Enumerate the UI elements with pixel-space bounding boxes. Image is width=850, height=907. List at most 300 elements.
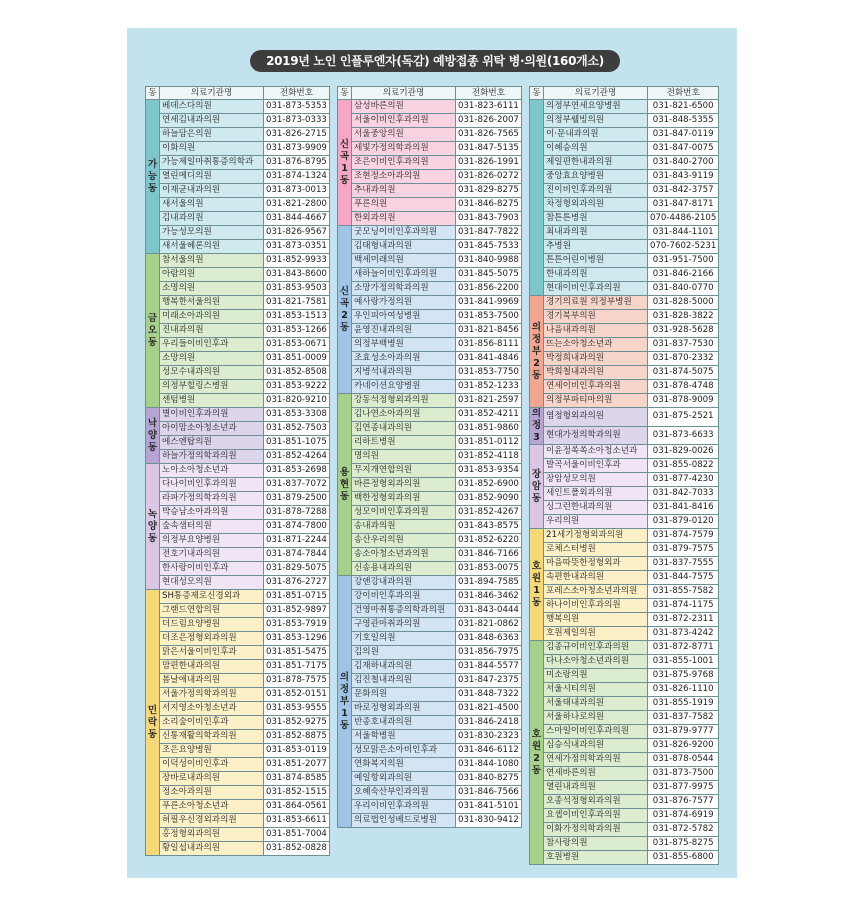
table-row [146,268,330,282]
table-row [338,646,522,660]
clinic-phone: 031-846-8275 [456,198,522,212]
clinic-phone: 031-853-1296 [264,632,330,646]
table-row [338,212,522,226]
clinic-phone: 031-870-2332 [648,352,719,366]
table-row [146,198,330,212]
table-row [338,156,522,170]
clinic-name: 열린메디의원 [160,170,264,184]
clinic-phone: 031-826-2007 [456,114,522,128]
table-row [338,268,522,282]
table-row [146,464,330,478]
clinic-phone: 031-855-1001 [648,655,719,669]
clinic-name: 우인피아여성병원 [352,310,456,324]
clinic-name: 센텀병원 [160,394,264,408]
clinic-name: 에스엔탑의원 [160,436,264,450]
table-row [530,324,719,338]
clinic-name: 카네이션요양병원 [352,380,456,394]
table-row [530,212,719,226]
clinic-name: 송소아청소년과의원 [352,548,456,562]
clinic-phone: 031-846-3462 [456,590,522,604]
clinic-phone: 031-875-9768 [648,669,719,683]
clinic-name: 다나소아청소년과의원 [544,655,648,669]
table-row [530,445,719,459]
clinic-phone: 031-821-8456 [456,324,522,338]
clinic-name: 경기의료원 의정부병원 [544,296,648,310]
clinic-name: 이윤정쏙쏙소아청소년과 [544,445,648,459]
clinic-phone: 031-851-0112 [456,436,522,450]
clinic-name: 현대이비인후과의원 [544,282,648,296]
table-row [338,492,522,506]
clinic-name: 허필우신경외과의원 [160,814,264,828]
table-row [338,450,522,464]
clinic-phone: 031-826-1110 [648,683,719,697]
dong-label: 녹양동 [146,464,160,590]
clinic-phone: 031-852-8875 [264,730,330,744]
clinic-name: 장바로내과의원 [160,772,264,786]
clinic-phone: 031-851-9860 [456,422,522,436]
clinic-phone: 031-852-9933 [264,254,330,268]
clinic-name: 속편한내과의원 [544,571,648,585]
clinic-phone: 031-847-2375 [456,674,522,688]
clinic-phone: 031-828-5000 [648,296,719,310]
clinic-phone: 031-846-2166 [648,268,719,282]
clinic-name: 라파가정의학과의원 [160,492,264,506]
clinic-phone: 031-894-7585 [456,576,522,590]
clinic-phone: 031-826-7565 [456,128,522,142]
table-row [146,576,330,590]
clinic-name: 호원제일의원 [544,627,648,641]
clinic-phone: 031-874-8585 [264,772,330,786]
table-row [530,296,719,310]
table-row [146,562,330,576]
table-row [338,604,522,618]
clinic-phone: 031-853-9555 [264,702,330,716]
clinic-name: 미소랑의원 [544,669,648,683]
clinic-phone: 031-877-9975 [648,781,719,795]
clinic-phone: 031-848-7322 [456,688,522,702]
table-row [338,744,522,758]
table-row [146,674,330,688]
clinic-name: 반종호내과의원 [352,716,456,730]
clinic-phone: 031-879-0120 [648,515,719,529]
table-row [530,613,719,627]
clinic-phone: 031-847-0119 [648,128,719,142]
clinic-name: 오종석정형외과의원 [544,795,648,809]
clinic-name: 서울이비인후과의원 [352,114,456,128]
clinic-phone: 070-7602-5231 [648,240,719,254]
clinic-name: 다나이비인후과의원 [160,478,264,492]
clinic-name: 중앙효요양병원 [544,170,648,184]
clinic-phone: 031-837-7072 [264,478,330,492]
table-row [530,557,719,571]
clinic-phone: 031-841-8416 [648,501,719,515]
table-row [338,758,522,772]
dong-label: 신곡1동 [338,100,352,226]
table-row [146,730,330,744]
table-row [530,529,719,543]
clinic-phone: 031-829-8275 [456,184,522,198]
clinic-name: 오혜숙산부인과의원 [352,786,456,800]
clinic-phone: 031-826-0272 [456,170,522,184]
clinic-name: 연세이비인후과의원 [544,380,648,394]
clinic-name: 연화복지의원 [352,758,456,772]
clinic-phone: 031-873-0333 [264,114,330,128]
clinic-name: 이화가정의학과의원 [544,823,648,837]
clinic-name: 우리이비인후과의원 [352,800,456,814]
clinic-name: 의정부파티마의원 [544,394,648,408]
clinic-name: 한외과의원 [352,212,456,226]
clinic-name: 마음따뜻한정형외과 [544,557,648,571]
clinic-phone: 031-852-8508 [264,366,330,380]
clinic-name: 노아소아청소년과 [160,464,264,478]
table-row [146,282,330,296]
clinic-name: 김나연소아과의원 [352,408,456,422]
clinic-name: 로체스터병원 [544,543,648,557]
clinic-phone: 031-843-0444 [456,604,522,618]
clinic-name: 맑은서울이비인후과 [160,646,264,660]
table-row [146,436,330,450]
clinic-phone: 031-875-8275 [648,837,719,851]
clinic-phone: 031-830-2323 [456,730,522,744]
clinic-name: 더조은정형외과의원 [160,632,264,646]
clinic-name: 이·문내과의원 [544,128,648,142]
clinic-phone: 031-842-7033 [648,487,719,501]
clinic-phone: 031-846-6112 [456,744,522,758]
table-row [338,394,522,408]
clinic-name: 의정부요양병원 [160,534,264,548]
table-row [338,590,522,604]
clinic-name: 윤영진내과의원 [352,324,456,338]
table-row [530,184,719,198]
clinic-name: 스마일이비인후과의원 [544,725,648,739]
clinic-name: 바른정형외과의원 [352,478,456,492]
clinic-phone: 031-852-6900 [456,478,522,492]
phone-header: 전화번호 [648,87,719,100]
table-row [146,128,330,142]
table-row [338,296,522,310]
table-row [338,408,522,422]
clinic-name: 맘편한내과의원 [160,660,264,674]
clinic-name: 경기북부의원 [544,310,648,324]
clinic-phone: 031-841-9969 [456,296,522,310]
table-row [530,627,719,641]
clinic-phone: 031-851-1075 [264,436,330,450]
clinic-name: 심승식내과의원 [544,739,648,753]
clinic-phone: 031-851-7004 [264,828,330,842]
dong-header: 동 [530,87,544,100]
clinic-name: 세빛가정의학과의원 [352,142,456,156]
table-row [530,282,719,296]
clinic-phone: 031-877-4230 [648,473,719,487]
clinic-phone: 031-829-5075 [264,562,330,576]
clinic-phone: 031-847-7822 [456,226,522,240]
clinic-name: 성모수내과의원 [160,366,264,380]
clinic-phone: 031-855-6800 [648,851,719,865]
table-row [530,501,719,515]
table-row [146,506,330,520]
clinic-phone: 031-876-7577 [648,795,719,809]
table-row [530,338,719,352]
clinic-name: 열린내과의원 [544,781,648,795]
clinic-phone: 031-840-0770 [648,282,719,296]
table-row [146,842,330,856]
table-row [146,604,330,618]
table-row [530,170,719,184]
dong-label: 의정부2동 [530,296,544,408]
clinic-phone: 031-852-1233 [456,380,522,394]
clinic-phone: 031-878-4748 [648,380,719,394]
clinic-name: 새서울의원 [160,198,264,212]
clinic-phone: 031-879-9777 [648,725,719,739]
clinic-phone: 031-841-5101 [456,800,522,814]
table-row [146,772,330,786]
clinic-name: 굿모닝이비인후과의원 [352,226,456,240]
clinic-phone: 031-874-7800 [264,520,330,534]
clinic-name: 서울중앙의원 [352,128,456,142]
table-row [338,464,522,478]
table-row [338,576,522,590]
table-row [338,114,522,128]
clinic-name: 그랜드연합의원 [160,604,264,618]
clinic-name: 정소아과의원 [160,786,264,800]
clinic-name: 더드림요양병원 [160,618,264,632]
table-row [338,772,522,786]
clinic-name: 백한정형외과의원 [352,492,456,506]
table-row [530,473,719,487]
clinic-phone: 031-852-9275 [264,716,330,730]
clinic-name: 나음내과의원 [544,324,648,338]
clinic-phone: 031-846-7166 [456,548,522,562]
clinic-phone: 031-851-7175 [264,660,330,674]
table-row [338,338,522,352]
table-row [338,436,522,450]
clinic-phone: 031-871-2244 [264,534,330,548]
clinic-phone: 031-852-4267 [456,506,522,520]
clinic-name: 하늘가정의학과의원 [160,450,264,464]
clinic-phone: 031-874-7579 [648,529,719,543]
clinic-name: 김재하내과의원 [352,660,456,674]
table-row [146,814,330,828]
clinic-phone: 031-878-9009 [648,394,719,408]
dong-label: 의정3 [530,408,544,445]
clinic-phone: 031-852-1515 [264,786,330,800]
clinic-phone: 031-872-2311 [648,613,719,627]
clinic-name: 새서울헤론의원 [160,240,264,254]
clinic-phone: 031-847-0075 [648,142,719,156]
clinic-phone: 031-951-7500 [648,254,719,268]
table-row [338,660,522,674]
clinic-name: 봄날애내과의원 [160,674,264,688]
table-row [338,688,522,702]
table-row [530,380,719,394]
clinic-name: 서울가정의학과의원 [160,688,264,702]
phone-header: 전화번호 [456,87,522,100]
clinic-phone: 031-852-4118 [456,450,522,464]
table-row [338,548,522,562]
clinic-name: 의료법인성베드로병원 [352,814,456,828]
table-row [338,674,522,688]
clinic-phone: 031-821-2597 [456,394,522,408]
clinic-name: 참사랑의원 [544,837,648,851]
clinic-table-middle [337,86,522,828]
table-row [338,240,522,254]
table-row [530,142,719,156]
clinic-phone: 031-853-6611 [264,814,330,828]
table-row [146,408,330,422]
clinic-name: 이재균내과의원 [160,184,264,198]
table-row [338,282,522,296]
table-row [146,324,330,338]
table-row [338,632,522,646]
clinic-name: 백세미래의원 [352,254,456,268]
clinic-name: 미래소아과의원 [160,310,264,324]
clinic-phone: 031-876-8795 [264,156,330,170]
table-row [338,226,522,240]
table-row [530,571,719,585]
clinic-name: 강동석정형외과의원 [352,394,456,408]
table-header-row [530,87,719,100]
clinic-name: 전호기내과의원 [160,548,264,562]
table-row [146,254,330,268]
clinic-name: 진내과의원 [160,324,264,338]
clinic-phone: 031-821-6500 [648,100,719,114]
table-row [530,599,719,613]
dong-label: 의정부1동 [338,576,352,828]
clinic-phone: 031-829-0026 [648,445,719,459]
table-row [146,660,330,674]
dong-header: 동 [146,87,160,100]
dong-label: 용현동 [338,394,352,576]
clinic-name: 기호일의원 [352,632,456,646]
table-row [338,716,522,730]
clinic-phone: 031-879-7575 [648,543,719,557]
clinic-name: 아람의원 [160,268,264,282]
clinic-phone: 031-853-3308 [264,408,330,422]
table-row [146,534,330,548]
clinic-phone: 031-855-0822 [648,459,719,473]
clinic-phone: 031-821-2800 [264,198,330,212]
table-row [146,646,330,660]
clinic-name: 푸른의원 [352,198,456,212]
clinic-phone: 031-826-9567 [264,226,330,240]
table-row [146,450,330,464]
clinic-name: 강앤강내과의원 [352,576,456,590]
clinic-name: 무지개연합의원 [352,464,456,478]
clinic-name: 예사랑가정의원 [352,296,456,310]
clinic-name: 송산우리의원 [352,534,456,548]
clinic-phone: 031-846-7566 [456,786,522,800]
clinic-phone: 031-853-9222 [264,380,330,394]
clinic-phone: 031-872-8771 [648,641,719,655]
clinic-name: 박정희내과의원 [544,352,648,366]
clinic-name: 서울하나로의원 [544,711,648,725]
clinic-phone: 031-848-6363 [456,632,522,646]
dong-label: 신곡2동 [338,226,352,394]
clinic-name: 송내과의원 [352,520,456,534]
clinic-phone: 031-828-3822 [648,310,719,324]
clinic-name: 우리의원 [544,515,648,529]
table-row [146,380,330,394]
table-row [338,702,522,716]
clinic-phone: 031-826-9200 [648,739,719,753]
dong-label: 호원2동 [530,641,544,865]
table-row [530,426,719,445]
clinic-phone: 031-820-9210 [264,394,330,408]
table-row [530,240,719,254]
clinic-phone: 031-844-1101 [648,226,719,240]
clinic-phone: 031-821-4500 [456,702,522,716]
table-header-row [338,87,522,100]
clinic-name: 리하트병원 [352,436,456,450]
clinic-name: 서울학병원 [352,730,456,744]
table-row [338,478,522,492]
clinic-name: 소명의원 [160,282,264,296]
table-row [338,324,522,338]
table-row [338,534,522,548]
clinic-phone: 031-873-7500 [648,767,719,781]
clinic-name: 김내과의원 [160,212,264,226]
clinic-name: 서지영소아청소년과 [160,702,264,716]
table-row [146,100,330,114]
clinic-phone: 031-851-0009 [264,352,330,366]
clinic-name: 진이비인후과의원 [544,184,648,198]
clinic-name: 참튼튼병원 [544,212,648,226]
clinic-name: 신송용내과의원 [352,562,456,576]
table-row [146,156,330,170]
table-row [146,170,330,184]
clinic-name: 서울태내과의원 [544,697,648,711]
dong-label: 금오동 [146,254,160,408]
table-row [530,711,719,725]
table-row [146,184,330,198]
clinic-name: 아이맘소아청소년과 [160,422,264,436]
table-row [530,156,719,170]
clinic-name: 장암성모의원 [544,473,648,487]
clinic-name: 뜨는소아청소년과 [544,338,648,352]
table-row [530,128,719,142]
clinic-phone: 031-844-1080 [456,758,522,772]
table-row [530,851,719,865]
table-row [146,688,330,702]
clinic-phone: 031-852-9897 [264,604,330,618]
dong-header: 동 [338,87,352,100]
clinic-name: 숲속샘터의원 [160,520,264,534]
table-row [530,114,719,128]
table-row [530,226,719,240]
clinic-phone: 031-842-3757 [648,184,719,198]
table-row [146,338,330,352]
table-row [530,543,719,557]
clinic-phone: 031-853-7500 [456,310,522,324]
table-row [338,814,522,828]
clinic-phone: 031-875-2521 [648,408,719,427]
clinic-name: 한내과의원 [544,268,648,282]
clinic-phone: 031-874-1324 [264,170,330,184]
clinic-name: 예일항외과의원 [352,772,456,786]
clinic-table-right [529,86,719,865]
clinic-name: 새하늘이비인후과의원 [352,268,456,282]
clinic-phone: 031-851-0715 [264,590,330,604]
clinic-name: 최내과의원 [544,226,648,240]
clinic-phone: 031-840-9988 [456,254,522,268]
clinic-phone: 031-876-2727 [264,576,330,590]
table-row [530,753,719,767]
clinic-phone: 031-856-2200 [456,282,522,296]
clinic-name: 현대성모의원 [160,576,264,590]
clinic-phone: 031-845-7533 [456,240,522,254]
clinic-name: 추내과의원 [352,184,456,198]
clinic-table-left [145,86,330,856]
